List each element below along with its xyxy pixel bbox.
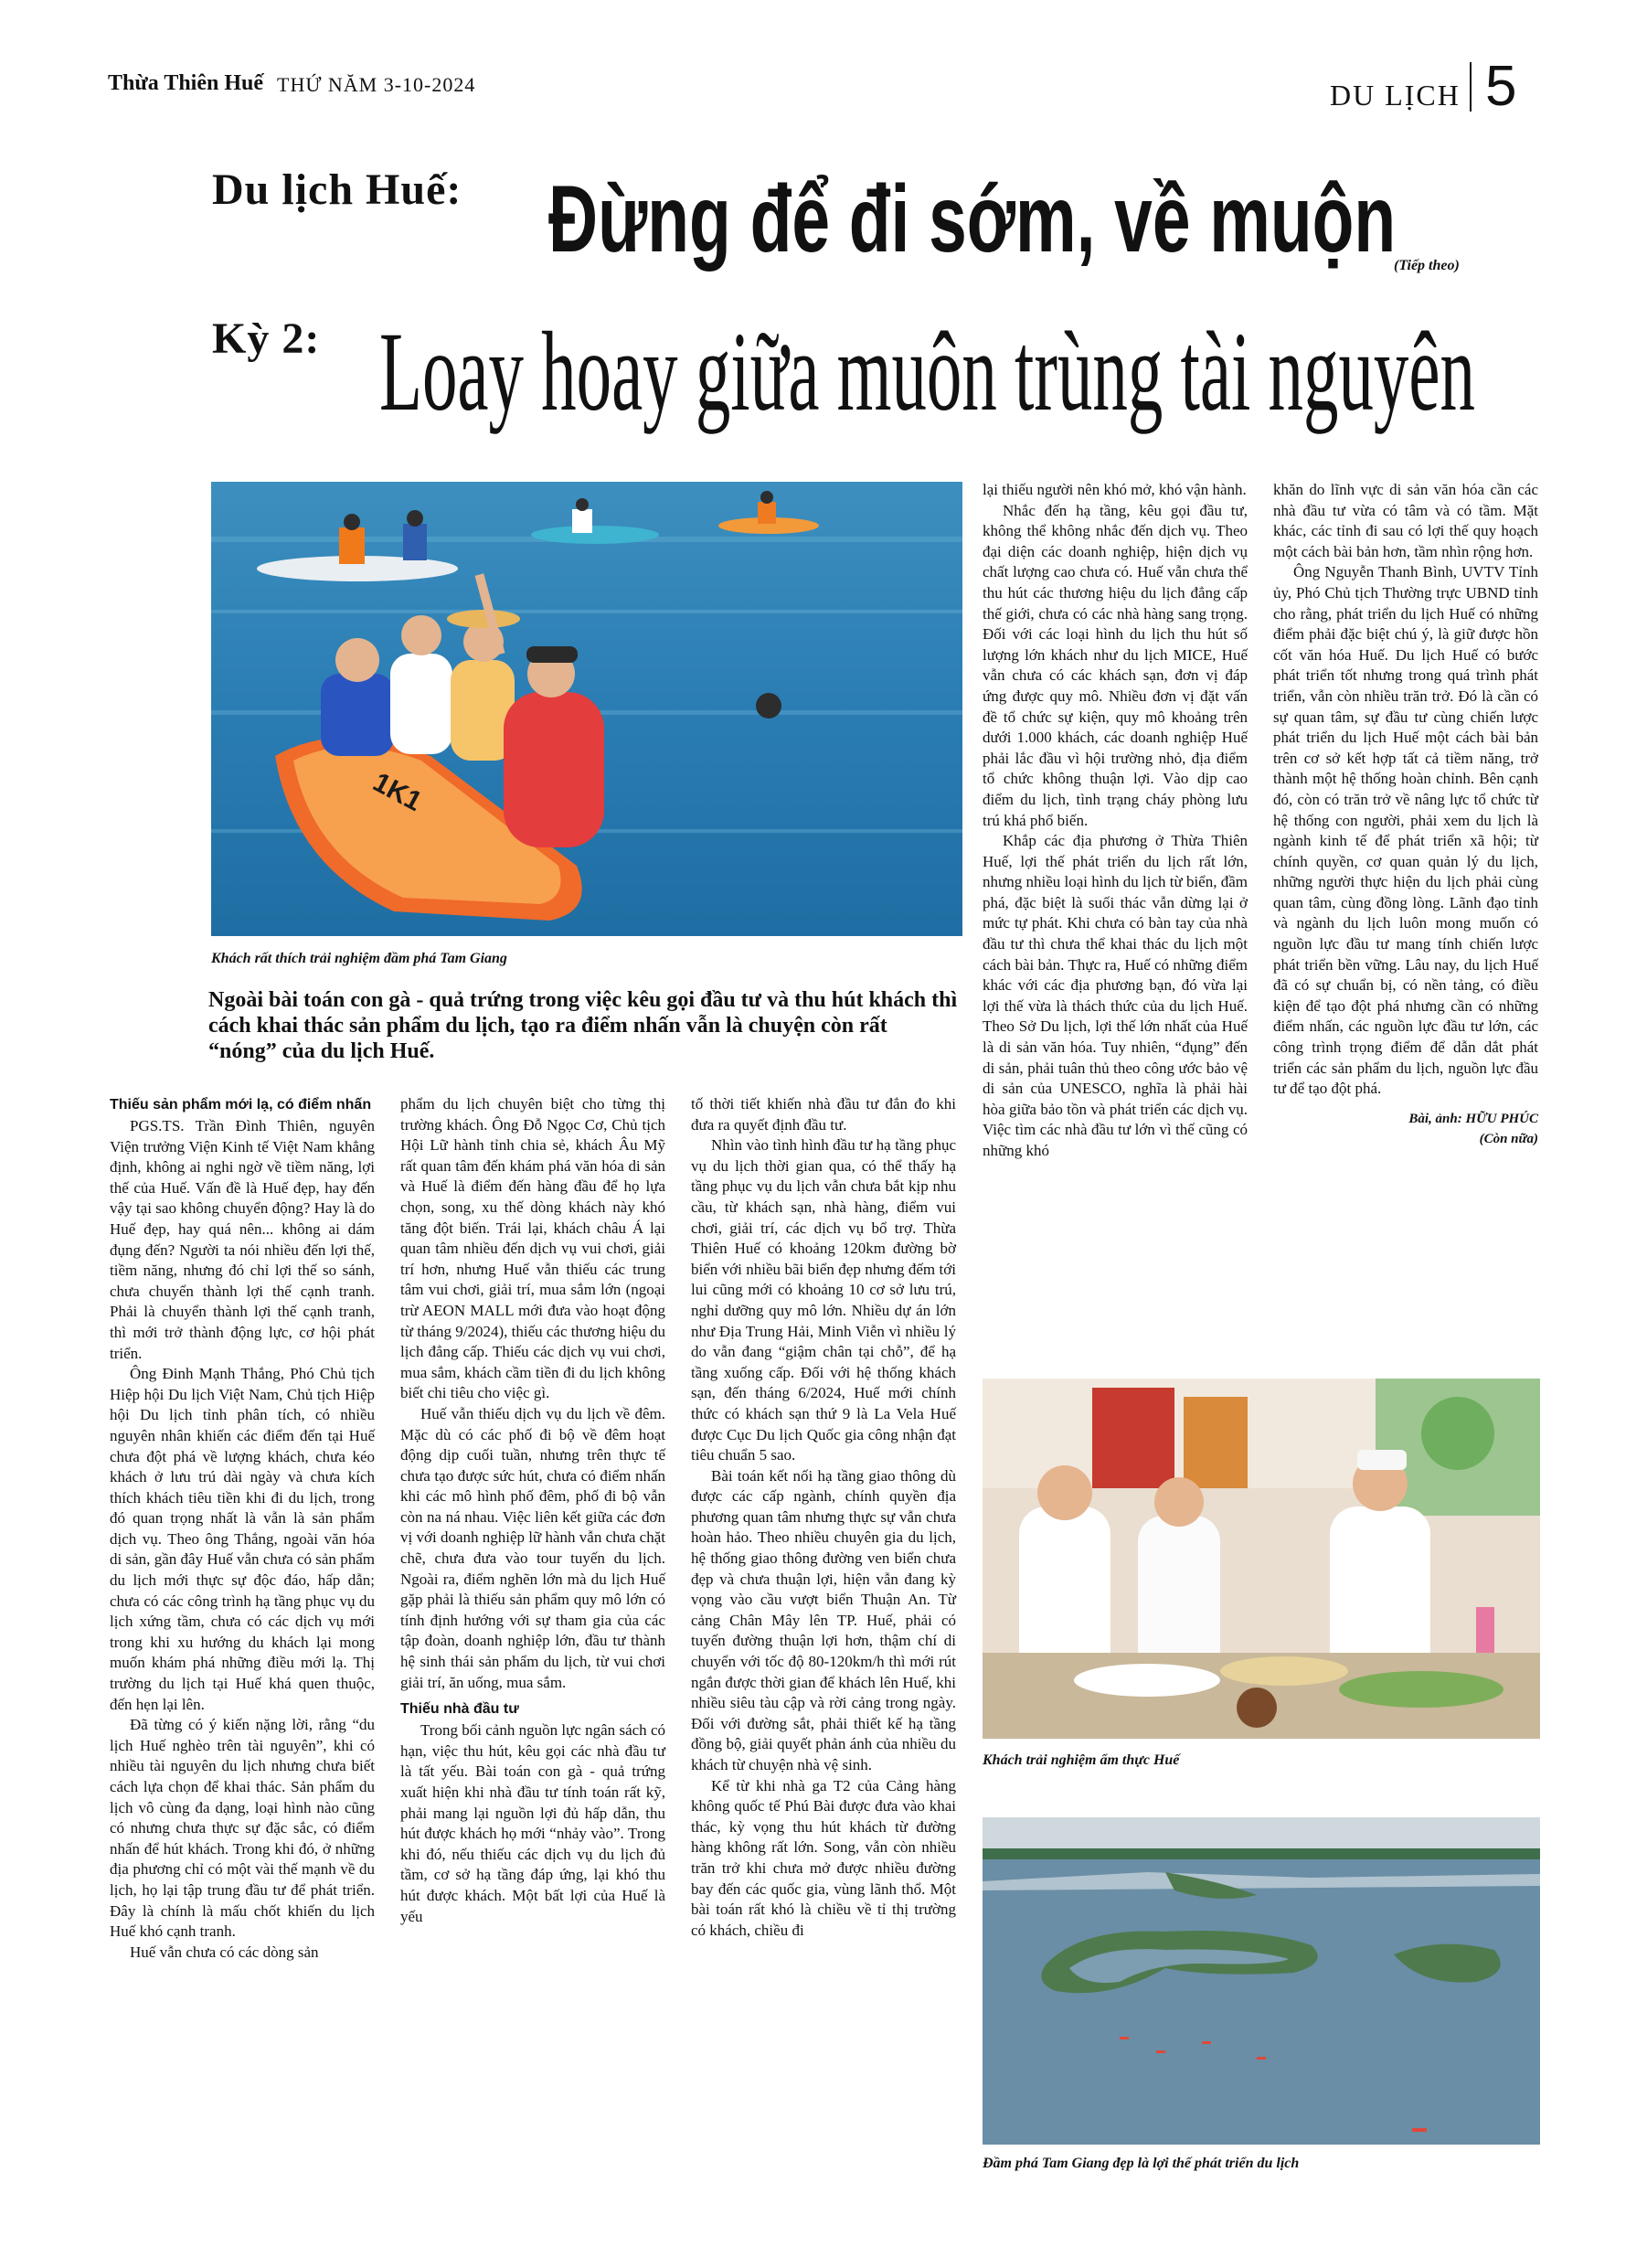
headline-kicker: Du lịch Huế: [212,165,462,214]
paragraph: Bài toán kết nối hạ tầng giao thông dù được các cấp ngành, chính quyền địa phương quan tâm nhưng thực sự vẫn chưa hoàn hảo. Theo nhiều chuyên gia du lịch, hệ thống giao thông đường ven biển chưa đẹp và chưa thuận lợi, hiện vẫn đang kỳ vọng vào cầu vượt biển Thuận An. Từ cảng Chân Mây lên TP. Huế, phải có tuyến đường thuận lợi hơn, thậm chí di chuyển với tốc độ 80-120km/h thì mới rút ngắn được thời gian để khách lên Huế, khi nhiều siêu tàu cập và rời cảng trong ngày. Đối với đường sắt, phải thiết kế hạ tầng đồng bộ, giải quyết phản ánh của nhiều du khách từ chuyện nhà vệ sinh. [691,1466,956,1773]
main-photo [211,482,962,936]
article-column-5 [1273,480,1538,1150]
to-be-continued: (Còn nữa) [1479,1132,1538,1147]
paragraph: PGS.TS. Trần Đình Thiên, nguyên Viện trưởng Viện Kinh tế Việt Nam khẳng định, không ai nghi ngờ về tiềm năng, lợi thế của Huế. Vấn đề là Huế đẹp, hay đến vậy tại sao không chuyển động? Hay là do Huế đẹp, hay quá nên... không ai dám đụng đến? Người ta nói nhiều đến lợi thế, tiềm năng, nhưng đó chỉ lợi thế so sánh, chưa chuyển thành lợi thế cạnh tranh. Phải là chuyển thành lợi thế cạnh tranh, thì mới trở thành động lực, cơ hội phát triển. [110,1117,375,1362]
food-photo [983,1379,1540,1739]
lagoon-photo [983,1817,1540,2145]
lagoon-photo-caption: Đầm phá Tam Giang đẹp là lợi thế phát triển du lịch [983,2156,1300,2171]
paragraph: Huế vẫn chưa có các dòng sản [130,1943,319,1961]
main-photo-caption: Khách rất thích trải nghiệm đầm phá Tam Giang [211,951,507,966]
paragraph: Trong bối cảnh nguồn lực ngân sách có hạn, việc thu hút, kêu gọi các nhà đầu tư là tất yếu. Bài toán con gà - quả trứng xuất hiện khi nhà đầu tư tính toán rất kỹ, phải mang lại nguồn lợi đủ hấp dẫn, thu hút được khách họ mới “nhảy vào”. Trong khi đó, nếu thiếu các dịch vụ du lịch đủ tầm, cơ sở hạ tầng đáp ứng, lại khó thu hút được khách. Một bất lợi của Huế là yếu [400,1721,665,1925]
paragraph: Nhìn vào tình hình đầu tư hạ tầng phục vụ du lịch thời gian qua, có thể thấy hạ tầng phục vụ du lịch vẫn chưa bắt kịp nhu cầu, từ khách sạn, nhà hàng, điểm vui chơi, giải trí, các dịch vụ bổ trợ. Thừa Thiên Huế có khoảng 120km đường bờ biển với nhiều bãi biển đẹp nhưng đếm tới lui cũng mới có khoảng 10 cơ sở lưu trú, nghỉ dưỡng quy mô lớn. Nhiều dự án lớn như Địa Trung Hải, Minh Viễn vì nhiều lý do vẫn đang “giậm chân tại chỗ”, để hạ tầng xuống cấp. Đối với hệ thống khách sạn, đến tháng 6/2024, Huế mới chính thức có khách sạn thứ 9 là La Vela Huế được Cục Du lịch Quốc gia công nhận đạt tiêu chuẩn 5 sao. [691,1136,956,1464]
paragraph: Huế vẫn thiếu dịch vụ du lịch về đêm. Mặc dù có các phố đi bộ về đêm hoạt động dịp cuối tuần, nhưng trên thực tế chưa tạo được sức hút, chưa có điểm nhấn khi các mô hình phố đêm, phố đi bộ vẫn còn na ná nhau. Việc liên kết giữa các đơn vị với doanh nghiệp lữ hành vẫn chưa chặt chẽ, chưa đưa vào tour tuyến du lịch. Ngoài ra, điểm nghẽn lớn mà du lịch Huế gặp phải là thiếu sản phẩm quy mô lớn có tính định hướng với sự tham gia của các tập đoàn, doanh nghiệp lớn, đầu tư thành hệ sinh thái sản phẩm du lịch, từ vui chơi giải trí, ăn uống, mua sắm. [400,1404,665,1691]
food-photo-caption: Khách trải nghiệm ẩm thực Huế [983,1752,1180,1768]
paragraph: Khắp các địa phương ở Thừa Thiên Huế, lợi thế phát triển du lịch rất lớn, nhưng nhiều loại hình du lịch từ biển, đầm phá, đặc biệt là suối thác vẫn dừng lại ở mức tự phát. Khi chưa có bàn tay của nhà đầu tư thì chưa thể khai thác du lịch một cách bài bản. Thực ra, Huế có những điểm khác với các địa phương bạn, đó vừa lại lợi thế vừa là thách thức của du lịch Huế. Theo Sở Du lịch, lợi thế lớn nhất của Huế là di sản văn hóa. Tuy nhiên, “đụng” đến di sản, phải tuân thủ theo công ước bảo vệ di sản của UNESCO, nghĩa là phải hài hòa giữa bảo tồn và phát triển các dịch vụ. Việc tìm các nhà đầu tư lớn vì thế cũng có những khó [983,832,1248,1159]
headline-main: Đừng để đi sớm, về muộn [548,166,1397,272]
header-divider [1470,62,1472,112]
byline [1273,1109,1538,1130]
lead-paragraph: Ngoài bài toán con gà - quả trứng trong việc kêu gọi đầu tư và thu hút khách thì cách khai thác sản phẩm du lịch, tạo ra điểm nhấn vẫn là chuyện còn rất “nóng” của du lịch Huế. [208,988,958,1063]
byline-author: HỮU PHÚC [1465,1111,1538,1126]
paragraph: Ông Đinh Mạnh Thắng, Phó Chủ tịch Hiệp hội Du lịch Việt Nam, Chủ tịch Hiệp hội Du lịch tỉnh phân tích, có nhiều nguyên nhân khiến các điểm đến tại Huế chưa đột phá về lượng khách, chưa kéo khách ở lưu trú dài ngày và chưa kích thích khách tiêu tiền khi đi du lịch, trong đó quan trọng nhất là vẫn là sản phẩm dịch vụ. Theo ông Thắng, ngoài văn hóa di sản, gần đây Huế vẫn chưa có sản phẩm du lịch mới thực sự độc đáo, hấp dẫn; chưa có các công trình hạ tầng phục vụ du lịch xứng tầm, chưa có các dịch vụ mới trong khi xu hướng du khách lại mong muốn khám phá những điều mới lạ. Thị trường du lịch tại Huế khá quen thuộc, đến hẹn lại lên. [110,1365,375,1713]
subheading-investors: Thiếu nhà đầu tư [400,1701,519,1718]
paragraph: phẩm du lịch chuyên biệt cho từng thị trường khách. Ông Đỗ Ngọc Cơ, Chủ tịch Hội Lữ hành tỉnh chia sẻ, khách Âu Mỹ rất quan tâm đến khám phá văn hóa di sản và Huế là điểm đến hàng đầu để họ lựa chọn, song, xu thế dòng khách này khó tăng đột biến. Trái lại, khách châu Á lại quan tâm nhiều đến dịch vụ vui chơi, giải trí hơn, nhưng Huế vẫn thiếu các trung tâm vui chơi, giải trí, mua sắm lớn (ngoại trừ AEON MALL mới đưa vào hoạt động từ tháng 9/2024), thiếu các thương hiệu du lịch đẳng cấp. Thiếu các dịch vụ vui chơi, mua sắm, khách cầm tiền đi du lịch không biết chi tiêu cho việc gì. [400,1095,665,1402]
part-label: Kỳ 2: [212,314,321,363]
part-title: Loay hoay giữa muôn trùng tài nguyên [379,309,1475,434]
board-label: 1K1 [367,767,427,818]
section-title: DU LỊCH [1330,79,1461,112]
byline-prefix: Bài, ảnh: [1408,1111,1462,1126]
article-column-4 [983,480,1248,1162]
masthead: Thừa Thiên Huế [108,71,264,95]
paragraph: lại thiếu người nên khó mở, khó vận hành. [983,481,1247,498]
article-column-2 [400,1094,665,1927]
paragraph: Kể từ khi nhà ga T2 của Cảng hàng không quốc tế Phú Bài được đưa vào khai thác, kỳ vọng thu hút khách từ đường hàng không rất lớn. Song, vẫn còn nhiều trăn trở khi chưa mở được nhiều đường bay đến các quốc gia, vùng lãnh thổ. Một bài toán rất khó là chiều về tỉ thị trường có khách, chiều đi [691,1776,956,1939]
continued-note: (Tiếp theo) [1394,258,1460,273]
article-column-1 [110,1094,375,1963]
issue-date: THỨ NĂM 3-10-2024 [277,73,476,96]
page-number: 5 [1485,55,1517,118]
paragraph: Nhắc đến hạ tầng, kêu gọi đầu tư, không thể không nhắc đến dịch vụ. Theo đại diện các doanh nghiệp, hiện dịch vụ chất lượng cao chưa có. Huế vẫn chưa thể thu hút các thương hiệu du lịch đẳng cấp thế giới, chưa có các nhà hàng sang trọng. Đối với các loại hình du lịch thu hút số lượng lớn khách như du lịch MICE, Huế vẫn chưa có các khách sạn, đơn vị đáp ứng được quy mô. Nhiều đơn vị đặt vấn đề tổ chức sự kiện, quy mô khoảng trên dưới 1.000 khách, các doanh nghiệp Huế phải lắc đầu vì hội trường nhỏ, địa điểm tổ chức không thuận lợi. Vào dịp cao điểm du lịch, tình trạng cháy phòng lưu trú khá phổ biến. [983,501,1248,829]
subheading-new-products: Thiếu sản phẩm mới lạ, có điểm nhấn [110,1097,372,1113]
paragraph: khăn do lĩnh vực di sản văn hóa cần các nhà đầu tư vừa có tâm và có tầm. Mặt khác, các tỉnh đi sau có lợi thế quy hoạch một cách bài bản hơn, tầm nhìn rộng hơn. [1273,481,1538,560]
article-column-3 [691,1094,956,1941]
paragraph: tố thời tiết khiến nhà đầu tư đắn đo khi đưa ra quyết định đầu tư. [691,1095,956,1134]
paragraph: Đã từng có ý kiến nặng lời, rằng “du lịch Huế nghèo trên tài nguyên”, khi có nhiều tài nguyên du lịch nhưng chưa biết cách lựa chọn để khai thác. Sản phẩm du lịch vô cùng đa dạng, loại hình nào cũng có nhưng chưa thực sự đặc sắc, có điểm nhấn để hút khách. Trong khi đó, ở những địa phương chỉ có một vài thế mạnh về du lịch, họ lại tập trung đầu tư để phát triển. Đây là chính là mấu chốt khiến du lịch Huế khó cạnh tranh. [110,1716,375,1941]
paragraph: Ông Nguyễn Thanh Bình, UVTV Tỉnh ủy, Phó Chủ tịch Thường trực UBND tỉnh cho rằng, phát triển du lịch Huế có những điểm phải đặc biệt chú ý, là giữ được hồn cốt văn hóa Huế. Du lịch Huế có bước phát triển tốt nhưng trong quá trình phát triển, vẫn còn nhiều trăn trở. Đó là cần có sự quan tâm, sự đầu tư cùng chiến lược phát triển du lịch Huế một cách bài bản trên cơ sở kết hợp tất cả tiềm năng, trở thành một hệ thống hoàn chỉnh. Bên cạnh đó, còn có trăn trở về nâng lực tổ chức từ hệ thống con người, phải xem du lịch là ngành kinh tế để phát triển xã hội; từ chính quyền, cơ quan quản lý du lịch, những người thực hiện du lịch phải cùng quan tâm, cùng đồng lòng. Lãnh đạo tỉnh và ngành du lịch luôn mong muốn có nguồn lực đầu tư mang tính chiến lược phát triển bền vững. Lâu nay, du lịch Huế đã có sự chuẩn bị, có nền tảng, có điều kiện để tạo đột phá nhưng cần có những điểm nhấn, các nguồn lực đầu tư lớn, các công trình trọng điểm để dẫn dắt phát triển các sản phẩm du lịch, nguồn lực đầu tư để tạo đột phá. [1273,563,1538,1098]
